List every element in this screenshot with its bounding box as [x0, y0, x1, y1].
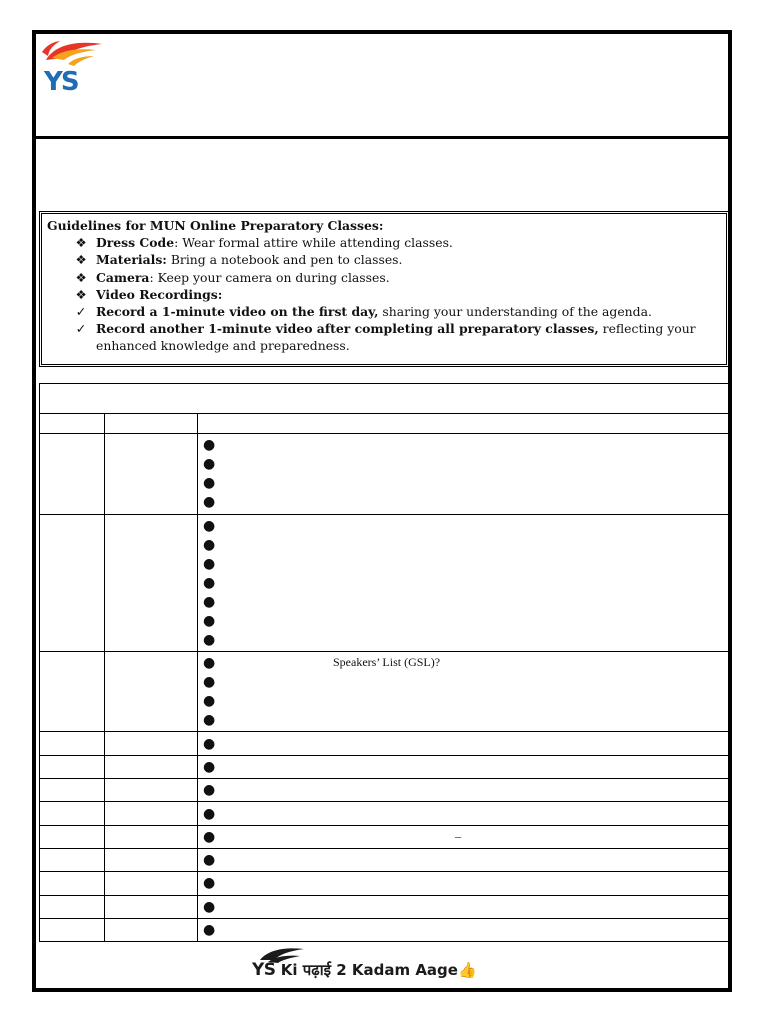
bullet-icon: ● — [203, 922, 216, 938]
bullet-icon: ● — [203, 437, 216, 453]
bullet-icon: ● — [203, 759, 216, 775]
guideline-item-dress-code: ❖ Dress Code: Wear formal attire while attending classes. — [47, 234, 719, 251]
guidelines-title: Guidelines for MUN Online Preparatory Classes: — [47, 218, 384, 233]
bullet-icon: ● — [203, 875, 216, 891]
column-divider-2 — [197, 413, 198, 942]
diamond-bullet-icon: ❖ — [75, 252, 87, 268]
row-line — [39, 514, 729, 515]
guideline-item-second-video: ✓ Record another 1-minute video after completing all preparatory classes, reflecting your enhanced knowledge and preparedness. — [47, 320, 719, 354]
row-line — [39, 731, 729, 732]
bullet-icon: ● — [203, 575, 216, 591]
bullet-icon: ● — [203, 518, 216, 534]
diamond-bullet-icon: ❖ — [75, 286, 87, 302]
guideline-item-materials: ❖ Materials: Bring a notebook and pen to classes. — [47, 251, 719, 268]
bullet-icon: ● — [203, 806, 216, 822]
checkmark-icon: ✓ — [75, 321, 87, 337]
bullet-icon: ● — [203, 494, 216, 510]
diamond-bullet-icon: ❖ — [75, 269, 87, 285]
guidelines-box — [39, 211, 729, 367]
header-divider — [35, 136, 729, 139]
table-border-right — [728, 383, 729, 942]
bullet-icon: ● — [203, 782, 216, 798]
row-line — [39, 433, 729, 434]
row-line — [39, 825, 729, 826]
bullet-icon: ● — [203, 632, 216, 648]
checkmark-icon: ✓ — [75, 304, 87, 320]
bullet-icon: ● — [203, 736, 216, 752]
bullet-icon: ● — [203, 537, 216, 553]
schedule-table — [39, 383, 729, 942]
bullet-icon: ● — [203, 693, 216, 709]
bullet-icon: ● — [203, 556, 216, 572]
row-line — [39, 848, 729, 849]
diamond-bullet-icon: ❖ — [75, 235, 87, 251]
bullet-icon: ● — [203, 852, 216, 868]
bullet-icon: ● — [203, 613, 216, 629]
bullet-icon: ● — [203, 475, 216, 491]
table-border-bottom — [39, 941, 729, 942]
row-line — [39, 651, 729, 652]
row-line — [39, 801, 729, 802]
footer-slogan — [248, 946, 532, 986]
row-line — [39, 871, 729, 872]
footer-text: YS Ki पढ़ाई 2 Kadam Aage👍 — [252, 960, 477, 980]
guideline-item-camera: ❖ Camera: Keep your camera on during classes. — [47, 269, 719, 286]
column-divider-1 — [104, 413, 105, 942]
row-line — [39, 755, 729, 756]
bullet-icon: ● — [203, 712, 216, 728]
bullet-icon: ● — [203, 594, 216, 610]
bullet-icon: ● — [203, 674, 216, 690]
svg-text:YS: YS — [44, 67, 78, 94]
table-border-top — [39, 383, 729, 384]
thumbs-up-icon: 👍 — [457, 961, 477, 979]
ys-flame-logo-icon — [40, 38, 108, 94]
row-line — [39, 413, 729, 414]
bullet-icon: ● — [203, 899, 216, 915]
bullet-icon: ● — [203, 829, 216, 845]
row-line — [39, 918, 729, 919]
guideline-item-video-recordings: ❖ Video Recordings: — [47, 286, 719, 303]
guideline-item-first-video: ✓ Record a 1-minute video on the first day, sharing your understanding of the agenda. — [47, 303, 719, 320]
row-line — [39, 778, 729, 779]
table-border-left — [39, 383, 40, 942]
row-line — [39, 895, 729, 896]
bullet-icon: ● — [203, 456, 216, 472]
bullet-icon: ● — [203, 655, 216, 671]
row-3-text: Speakers’ List (GSL)? — [333, 655, 441, 669]
row-7-dash: – — [455, 829, 461, 843]
